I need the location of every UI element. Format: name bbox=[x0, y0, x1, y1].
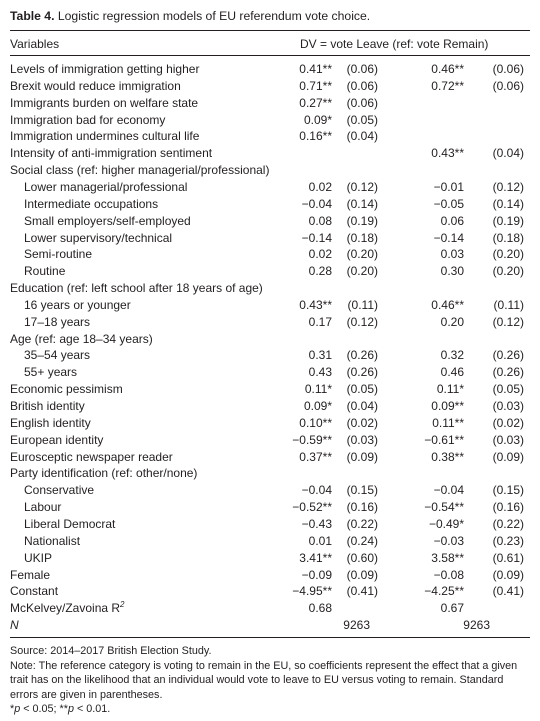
row-variable: 55+ years bbox=[24, 365, 78, 380]
row-variable: Intensity of anti-immigration sentiment bbox=[10, 146, 213, 161]
coef-model1 bbox=[309, 246, 332, 263]
coef-model1-value: −0.14 bbox=[301, 230, 332, 245]
row-variable: Semi-routine bbox=[24, 247, 93, 262]
coef-model1 bbox=[299, 415, 332, 432]
coef-model2-value: 0.11 bbox=[432, 415, 455, 430]
se-model1: (0.02) bbox=[346, 415, 378, 430]
coef-model2 bbox=[434, 230, 464, 247]
coef-model2-value: 3.58 bbox=[431, 550, 455, 565]
se-model1: (0.24) bbox=[346, 533, 378, 548]
coef-model2 bbox=[431, 449, 464, 466]
coef-model1-stars: * bbox=[327, 399, 332, 413]
row-variable: Female bbox=[10, 567, 51, 582]
table-row bbox=[10, 145, 530, 162]
coef-model1-value: 0.41 bbox=[299, 62, 323, 76]
table-label: Table 4. bbox=[10, 9, 55, 23]
coef-model1 bbox=[299, 128, 332, 145]
row-variable: Lower managerial/professional bbox=[24, 179, 188, 194]
sig-star-1: * bbox=[10, 703, 15, 715]
se-model1: (0.12) bbox=[346, 314, 378, 329]
se-model1: (0.20) bbox=[346, 264, 378, 279]
coef-model2-value: −0.03 bbox=[433, 533, 464, 548]
coef-model2 bbox=[429, 516, 464, 533]
coef-model2-value: 0.30 bbox=[440, 264, 464, 279]
source-note: Source: 2014–2017 British Election Study. bbox=[10, 645, 212, 657]
coef-model2-value: 0.38 bbox=[431, 449, 455, 464]
coef-model1-value: 0.01 bbox=[308, 533, 332, 548]
coef-model2 bbox=[424, 499, 464, 516]
table-row bbox=[10, 213, 530, 230]
n-model2: 9263 bbox=[463, 618, 490, 633]
se-model1: (0.04) bbox=[346, 129, 378, 144]
coef-model1 bbox=[299, 61, 332, 78]
coef-model2 bbox=[431, 297, 464, 314]
significance-note bbox=[10, 702, 530, 717]
coef-model2 bbox=[441, 314, 464, 331]
table-row bbox=[10, 196, 530, 213]
row-variable: 35–54 years bbox=[24, 348, 91, 363]
coef-model2 bbox=[431, 61, 464, 78]
se-model1: (0.09) bbox=[346, 567, 378, 582]
coef-model1 bbox=[299, 449, 332, 466]
coef-model1-value: 0.09 bbox=[303, 112, 328, 127]
coef-model1 bbox=[309, 179, 332, 196]
se-model1: (0.26) bbox=[346, 365, 378, 380]
coef-model2-value: 0.11 bbox=[436, 382, 460, 397]
coef-model1 bbox=[292, 499, 332, 516]
coef-model2-value: −0.49 bbox=[428, 516, 460, 531]
coef-model1 bbox=[302, 196, 332, 213]
coef-model1-stars: ** bbox=[322, 432, 332, 447]
sig-star-2: ** bbox=[59, 703, 68, 715]
coef-model1-value: −0.43 bbox=[301, 516, 332, 531]
table-row bbox=[10, 482, 530, 499]
se-model1: (0.60) bbox=[346, 550, 378, 565]
row-variable: Levels of immigration getting higher bbox=[10, 62, 200, 76]
row-variable: Nationalist bbox=[24, 533, 81, 548]
row-variable: Party identification (ref: other/none) bbox=[10, 466, 198, 481]
table-row bbox=[10, 246, 530, 263]
r2-superscript: 2 bbox=[120, 600, 125, 610]
row-variable: Brexit would reduce immigration bbox=[10, 78, 181, 93]
coef-model1-value: 0.43 bbox=[299, 297, 323, 312]
coef-model1 bbox=[305, 381, 332, 398]
se-model2: (0.06) bbox=[492, 62, 524, 76]
coef-model1 bbox=[302, 230, 332, 247]
coef-model2 bbox=[437, 381, 464, 398]
coef-model2 bbox=[431, 398, 464, 415]
se-model1: (0.19) bbox=[346, 213, 378, 228]
row-variable: UKIP bbox=[24, 550, 53, 565]
se-model1: (0.26) bbox=[346, 348, 378, 363]
row-variable: Liberal Democrat bbox=[24, 516, 116, 531]
coef-model2-value: −0.08 bbox=[433, 567, 464, 582]
row-variable: Routine bbox=[24, 264, 66, 279]
coef-model2-stars: ** bbox=[454, 146, 464, 161]
coef-model1 bbox=[309, 364, 332, 381]
row-variable: Immigrants burden on welfare state bbox=[10, 95, 199, 110]
row-variable: Economic pessimism bbox=[10, 382, 123, 397]
table-row bbox=[10, 347, 530, 364]
se-model2: (0.20) bbox=[492, 247, 524, 262]
coef-model1-value: 3.41 bbox=[299, 550, 323, 565]
coef-model1 bbox=[309, 533, 332, 550]
se-model2: (0.18) bbox=[492, 230, 524, 245]
coef-model2 bbox=[431, 550, 464, 567]
se-model1: (0.11) bbox=[347, 297, 378, 312]
coef-model2-stars: ** bbox=[454, 584, 464, 599]
row-variable: Immigration undermines cultural life bbox=[10, 129, 200, 144]
se-model1: (0.41) bbox=[346, 584, 378, 599]
n-model1: 9263 bbox=[343, 618, 370, 633]
explanatory-note: Note: The reference category is voting to remain in the EU, so coefficients represent the effect that a given trait has on the likelihood that an individual would vote to leave to EU versus voting to remain. Standard errors are given in parentheses. bbox=[10, 659, 518, 701]
coef-model2-value: −4.25 bbox=[424, 584, 455, 599]
coef-model2 bbox=[424, 432, 464, 449]
se-model2: (0.12) bbox=[492, 314, 524, 329]
coef-model1-stars: * bbox=[327, 112, 332, 127]
table-row bbox=[10, 263, 530, 280]
n-row bbox=[10, 617, 530, 634]
header-variables: Variables bbox=[10, 37, 60, 51]
table-row bbox=[10, 112, 530, 129]
coef-model1 bbox=[304, 112, 332, 129]
se-model2: (0.12) bbox=[492, 179, 524, 194]
table-row bbox=[10, 179, 530, 196]
coef-model2-value: −0.14 bbox=[433, 230, 464, 245]
se-model1: (0.09) bbox=[346, 449, 378, 464]
table-row bbox=[10, 297, 530, 314]
se-model2: (0.02) bbox=[492, 415, 524, 430]
se-model2: (0.06) bbox=[492, 78, 524, 93]
se-model2: (0.20) bbox=[492, 264, 524, 279]
se-model2: (0.41) bbox=[492, 584, 524, 599]
table-row bbox=[10, 128, 530, 145]
coef-model2-stars: ** bbox=[454, 500, 464, 515]
coef-model1-stars: ** bbox=[322, 297, 332, 312]
se-model2: (0.09) bbox=[492, 567, 524, 582]
coef-model2-value: −0.04 bbox=[433, 483, 464, 498]
coef-model1-value: −0.59 bbox=[292, 432, 323, 447]
sig-p-1: p bbox=[14, 703, 21, 715]
coef-model2 bbox=[434, 533, 464, 550]
coef-model1 bbox=[302, 482, 332, 499]
table-row bbox=[10, 314, 530, 331]
coef-model2-value: −0.61 bbox=[424, 432, 455, 447]
header-dependent-variable: DV = vote Leave (ref: vote Remain) bbox=[300, 37, 489, 51]
coef-model2-value: 0.46 bbox=[440, 365, 464, 380]
se-model2: (0.03) bbox=[492, 432, 524, 447]
coef-model1 bbox=[299, 550, 332, 567]
coef-model2 bbox=[441, 263, 464, 280]
r2-model2: 0.67 bbox=[440, 601, 464, 616]
row-variable: English identity bbox=[10, 415, 91, 430]
coef-model2-value: −0.54 bbox=[424, 500, 455, 515]
table-row bbox=[10, 465, 530, 482]
se-model2: (0.14) bbox=[492, 196, 524, 211]
coef-model2 bbox=[434, 482, 464, 499]
row-variable: Conservative bbox=[24, 483, 95, 498]
se-model2: (0.05) bbox=[492, 382, 524, 397]
se-model1: (0.16) bbox=[346, 500, 378, 515]
coef-model1-value: −0.52 bbox=[292, 500, 323, 515]
coef-model2 bbox=[434, 567, 464, 584]
se-model1: (0.05) bbox=[346, 112, 378, 127]
se-model1: (0.22) bbox=[346, 516, 378, 531]
coef-model1-value: 0.37 bbox=[299, 449, 323, 464]
coef-model1 bbox=[309, 347, 332, 364]
se-model2: (0.16) bbox=[492, 500, 524, 515]
coef-model1-value: −4.95 bbox=[292, 584, 323, 599]
table-row bbox=[10, 61, 530, 78]
se-model1: (0.06) bbox=[346, 62, 378, 76]
row-variable: Immigration bad for economy bbox=[10, 112, 166, 127]
coef-model1-stars: ** bbox=[322, 415, 332, 430]
coef-model2-stars: * bbox=[459, 382, 464, 397]
table-row bbox=[10, 415, 530, 432]
table-row bbox=[10, 331, 530, 348]
coef-model1 bbox=[299, 297, 332, 314]
coef-model2 bbox=[424, 583, 464, 600]
coef-model2 bbox=[434, 179, 464, 196]
coef-model1-value: 0.71 bbox=[299, 78, 323, 93]
se-model1: (0.12) bbox=[346, 179, 378, 194]
coef-model2-stars: * bbox=[459, 516, 464, 531]
table-title: Logistic regression models of EU referendum vote choice. bbox=[57, 9, 371, 23]
r2-label bbox=[10, 600, 125, 617]
coef-model2-value: 0.06 bbox=[440, 213, 464, 228]
row-variable: Constant bbox=[10, 584, 59, 599]
coef-model1-value: 0.16 bbox=[299, 129, 323, 144]
se-model2: (0.22) bbox=[492, 516, 524, 531]
table-row bbox=[10, 533, 530, 550]
coef-model1-stars: ** bbox=[322, 78, 332, 93]
coef-model2-stars: ** bbox=[454, 432, 464, 447]
se-model2: (0.61) bbox=[492, 550, 524, 565]
table-row bbox=[10, 364, 530, 381]
se-model2: (0.19) bbox=[492, 213, 524, 228]
coef-model1 bbox=[309, 263, 332, 280]
table-row bbox=[10, 499, 530, 516]
coef-model2-value: 0.72 bbox=[431, 78, 455, 93]
table-row bbox=[10, 567, 530, 584]
table-row bbox=[10, 381, 530, 398]
table-row bbox=[10, 162, 530, 179]
se-model1: (0.04) bbox=[346, 399, 378, 413]
coef-model1 bbox=[304, 398, 332, 415]
coef-model2-value: −0.01 bbox=[433, 179, 464, 194]
coef-model2-value: 0.09 bbox=[431, 399, 455, 413]
coef-model1-value: 0.10 bbox=[299, 415, 323, 430]
coef-model1 bbox=[302, 516, 332, 533]
se-model2: (0.26) bbox=[492, 365, 524, 380]
row-variable: Labour bbox=[24, 500, 62, 515]
coef-model2-value: 0.43 bbox=[431, 146, 455, 161]
coef-model1 bbox=[292, 583, 332, 600]
coef-model1-stars: ** bbox=[322, 129, 332, 144]
row-variable: Lower supervisory/technical bbox=[24, 230, 173, 245]
coef-model2-value: −0.05 bbox=[433, 196, 464, 211]
se-model2: (0.11) bbox=[493, 297, 524, 312]
table-row bbox=[10, 398, 530, 415]
row-variable: Education (ref: left school after 18 years of age) bbox=[10, 281, 263, 296]
coef-model2-stars: ** bbox=[454, 297, 464, 312]
row-variable: Small employers/self-employed bbox=[24, 213, 191, 228]
coef-model2-stars: ** bbox=[454, 78, 464, 93]
coef-model2-stars: ** bbox=[454, 550, 464, 565]
table-row bbox=[10, 583, 530, 600]
coef-model1-value: 0.11 bbox=[304, 382, 328, 397]
table-row bbox=[10, 550, 530, 567]
se-model1: (0.20) bbox=[346, 247, 378, 262]
se-model1: (0.06) bbox=[346, 95, 378, 110]
coef-model1-stars: * bbox=[327, 382, 332, 397]
coef-model1-value: 0.28 bbox=[308, 264, 332, 279]
coef-model2-value: 0.46 bbox=[431, 297, 455, 312]
coef-model2-stars: ** bbox=[454, 449, 464, 464]
table-row bbox=[10, 280, 530, 297]
coef-model1-stars: ** bbox=[322, 62, 332, 76]
bottom-rule bbox=[10, 637, 530, 638]
se-model2: (0.03) bbox=[492, 399, 524, 413]
se-model1: (0.03) bbox=[346, 432, 378, 447]
coef-model2-stars: ** bbox=[454, 62, 464, 76]
coef-model1-value: −0.04 bbox=[301, 196, 332, 211]
table-row bbox=[10, 78, 530, 95]
row-variable: Eurosceptic newspaper reader bbox=[10, 449, 173, 464]
coef-model1 bbox=[302, 567, 332, 584]
table-notes bbox=[10, 644, 530, 717]
se-model1: (0.14) bbox=[346, 196, 378, 211]
coef-model2 bbox=[441, 246, 464, 263]
coef-model1 bbox=[309, 213, 332, 230]
coef-model2 bbox=[431, 78, 464, 95]
coef-model1-value: 0.17 bbox=[308, 314, 332, 329]
r2-label-text: McKelvey/Zavoina R bbox=[10, 601, 121, 616]
coef-model1-value: −0.04 bbox=[301, 483, 332, 498]
coef-model1-value: 0.02 bbox=[308, 247, 332, 262]
coef-model1 bbox=[299, 95, 332, 112]
top-rule bbox=[10, 30, 530, 31]
row-variable: 16 years or younger bbox=[24, 297, 131, 312]
row-variable: Intermediate occupations bbox=[24, 196, 159, 211]
coef-model1 bbox=[292, 432, 332, 449]
coef-model2 bbox=[441, 213, 464, 230]
coef-model1-value: 0.02 bbox=[308, 179, 332, 194]
se-model2: (0.04) bbox=[492, 146, 524, 161]
se-model1: (0.18) bbox=[346, 230, 378, 245]
row-variable: Age (ref: age 18–34 years) bbox=[10, 331, 153, 346]
row-variable: European identity bbox=[10, 432, 104, 447]
coef-model1 bbox=[309, 314, 332, 331]
table-row bbox=[10, 449, 530, 466]
r2-model1: 0.68 bbox=[308, 601, 332, 616]
coef-model1 bbox=[299, 78, 332, 95]
coef-model2-value: 0.46 bbox=[431, 62, 455, 76]
se-model1: (0.05) bbox=[346, 382, 378, 397]
table-row bbox=[10, 432, 530, 449]
coef-model2 bbox=[432, 415, 464, 432]
se-model2: (0.26) bbox=[492, 348, 524, 363]
coef-model1-value: 0.27 bbox=[299, 95, 323, 110]
coef-model2 bbox=[441, 347, 464, 364]
coef-model1-stars: ** bbox=[322, 449, 332, 464]
table-row bbox=[10, 95, 530, 112]
table-row bbox=[10, 230, 530, 247]
coef-model2 bbox=[434, 196, 464, 213]
se-model2: (0.09) bbox=[492, 449, 524, 464]
se-model1: (0.15) bbox=[346, 483, 378, 498]
coef-model2-stars: ** bbox=[454, 399, 464, 413]
table-row bbox=[10, 516, 530, 533]
coef-model1-stars: ** bbox=[322, 95, 332, 110]
coef-model1-value: −0.09 bbox=[301, 567, 332, 582]
coef-model1-value: 0.31 bbox=[308, 348, 332, 363]
sig-value-1: < 0.05; bbox=[20, 703, 60, 715]
sig-p-2: p bbox=[67, 703, 74, 715]
coef-model2-value: 0.32 bbox=[440, 348, 464, 363]
r2-row bbox=[10, 600, 530, 617]
coef-model1-value: 0.08 bbox=[308, 213, 332, 228]
coef-model1-stars: ** bbox=[322, 584, 332, 599]
se-model2: (0.15) bbox=[492, 483, 524, 498]
coef-model1-stars: ** bbox=[322, 500, 332, 515]
sig-value-2: < 0.01. bbox=[73, 703, 111, 715]
coef-model2 bbox=[441, 364, 464, 381]
n-label: N bbox=[10, 618, 19, 633]
coef-model2-stars: ** bbox=[454, 415, 464, 430]
coef-model2-value: 0.20 bbox=[440, 314, 464, 329]
se-model2: (0.23) bbox=[492, 533, 524, 548]
coef-model2-value: 0.03 bbox=[440, 247, 464, 262]
coef-model1-value: 0.09 bbox=[303, 399, 328, 413]
se-model1: (0.06) bbox=[346, 78, 378, 93]
row-variable: British identity bbox=[10, 399, 85, 413]
coef-model2 bbox=[431, 145, 464, 162]
table-caption bbox=[10, 8, 530, 24]
row-variable: Social class (ref: higher managerial/professional) bbox=[10, 163, 270, 178]
coef-model1-stars: ** bbox=[322, 550, 332, 565]
header-rule bbox=[10, 55, 530, 56]
coef-model1-value: 0.43 bbox=[308, 365, 332, 380]
row-variable: 17–18 years bbox=[24, 314, 91, 329]
